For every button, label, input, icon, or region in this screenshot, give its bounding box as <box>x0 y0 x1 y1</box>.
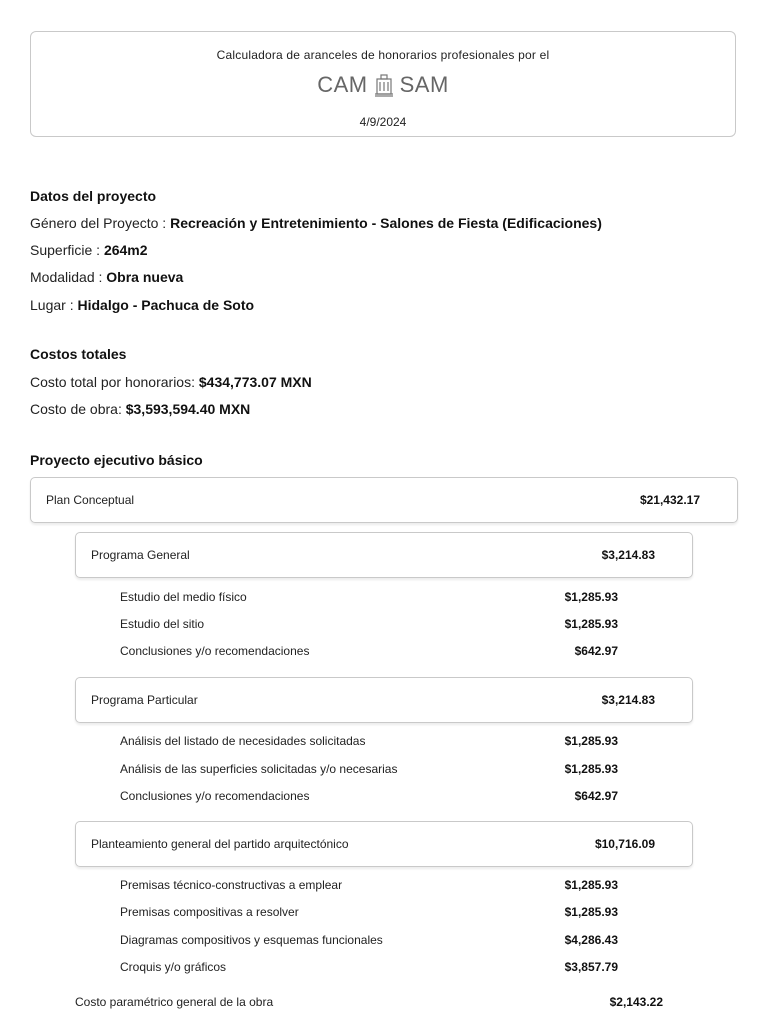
list-item-label: Croquis y/o gráficos <box>120 960 227 974</box>
executive-project-title: Proyecto ejecutivo básico <box>30 452 203 468</box>
section-planteamiento-general[interactable] <box>75 821 693 867</box>
list-item-label: Estudio del sitio <box>120 617 205 631</box>
section-label: Planteamiento general del partido arquitectónico <box>91 837 349 851</box>
section-label: Programa Particular <box>91 693 198 707</box>
construction-cost <box>30 401 250 417</box>
project-data-title: Datos del proyecto <box>30 188 157 204</box>
project-location <box>30 297 254 313</box>
list-item-label: Conclusiones y/o recomendaciones <box>120 644 310 658</box>
total-fees-label: Costo total por honorarios: <box>30 374 199 390</box>
camsam-logo <box>31 72 735 98</box>
total-costs-title: Costos totales <box>30 346 127 362</box>
section-value: $3,214.83 <box>601 693 655 707</box>
list-item-value: $1,285.93 <box>564 617 618 631</box>
plan-conceptual-label: Plan Conceptual <box>46 493 135 507</box>
list-item-label: Premisas compositivas a resolver <box>120 905 299 919</box>
list-item-label: Premisas técnico-constructivas a emplear <box>120 878 343 892</box>
parametric-cost-value: $2,143.22 <box>609 995 663 1009</box>
project-area-value: 264m2 <box>103 242 148 258</box>
section-programa-general[interactable] <box>75 532 693 578</box>
list-item-value: $1,285.93 <box>564 590 618 604</box>
section-value: $10,716.09 <box>594 837 655 851</box>
project-genre <box>30 215 602 231</box>
list-item-label: Diagramas compositivos y esquemas funcionales <box>120 933 383 947</box>
plan-conceptual-value: $21,432.17 <box>639 493 700 507</box>
building-icon <box>372 73 396 97</box>
list-item-value: $1,285.93 <box>564 762 618 776</box>
list-item-label: Conclusiones y/o recomendaciones <box>120 789 310 803</box>
project-area <box>30 242 148 258</box>
calculator-header <box>30 31 736 137</box>
total-fees-value: $434,773.07 MXN <box>198 374 312 390</box>
list-item-value: $642.97 <box>574 644 618 658</box>
total-fees <box>30 374 312 390</box>
project-location-value: Hidalgo - Pachuca de Soto <box>77 297 255 313</box>
calculator-subtitle: Calculadora de aranceles de honorarios profesionales por el <box>216 48 550 62</box>
project-location-label: Lugar : <box>30 297 78 313</box>
parametric-cost-label: Costo paramétrico general de la obra <box>75 995 274 1009</box>
report-date: 4/9/2024 <box>359 115 407 129</box>
list-item-label: Análisis de las superficies solicitadas y/o necesarias <box>120 762 398 776</box>
project-genre-value: Recreación y Entretenimiento - Salones de Fiesta (Edificaciones) <box>170 215 602 231</box>
list-item-label: Estudio del medio físico <box>120 590 247 604</box>
list-item-value: $1,285.93 <box>564 734 618 748</box>
list-item-value: $1,285.93 <box>564 878 618 892</box>
logo-text-right: SAM <box>399 72 449 97</box>
project-genre-label: Género del Proyecto : <box>30 215 171 231</box>
plan-conceptual-row[interactable] <box>30 477 738 523</box>
list-item-value: $642.97 <box>574 789 618 803</box>
project-area-label: Superficie : <box>30 242 104 258</box>
list-item-value: $1,285.93 <box>564 905 618 919</box>
section-programa-particular[interactable] <box>75 677 693 723</box>
section-value: $3,214.83 <box>601 548 655 562</box>
list-item-value: $3,857.79 <box>564 960 618 974</box>
list-item-label: Análisis del listado de necesidades solicitadas <box>120 734 366 748</box>
section-label: Programa General <box>91 548 190 562</box>
project-modality-label: Modalidad : <box>30 269 107 285</box>
construction-cost-label: Costo de obra: <box>30 401 126 417</box>
list-item-value: $4,286.43 <box>564 933 618 947</box>
project-modality-value: Obra nueva <box>106 269 184 285</box>
construction-cost-value: $3,593,594.40 MXN <box>125 401 251 417</box>
project-modality <box>30 269 183 285</box>
logo-text-left: CAM <box>317 72 368 97</box>
